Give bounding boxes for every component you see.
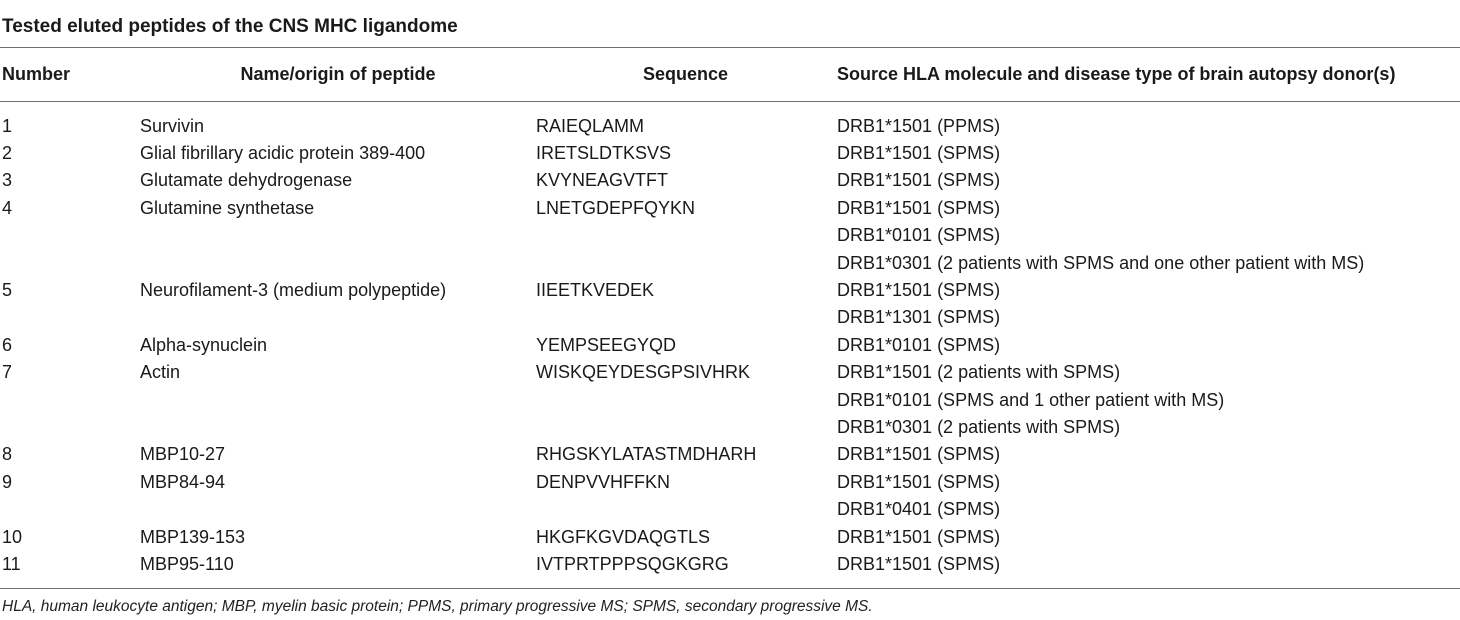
- cell-number: [0, 413, 140, 440]
- cell-sequence: IRETSLDTKSVS: [536, 143, 672, 164]
- table-row: [0, 523, 1460, 550]
- table-title: Tested eluted peptides of the CNS MHC ligandome: [2, 16, 458, 37]
- cell-number: 11: [2, 553, 21, 574]
- cell-sequence: [536, 249, 835, 276]
- cell-sequence: [536, 495, 835, 522]
- cell-source: DRB1*1501 (SPMS): [837, 280, 1001, 301]
- cell-number: 1: [2, 115, 13, 136]
- cell-number: 2: [2, 143, 13, 164]
- cell-number: 3: [2, 170, 13, 191]
- header-number: Number: [2, 64, 71, 84]
- cell-number: [0, 249, 140, 276]
- cell-source: DRB1*0101 (SPMS): [837, 334, 1001, 355]
- cell-name: Alpha-synuclein: [140, 334, 268, 355]
- cell-name: MBP139-153: [140, 526, 246, 547]
- table-body: [0, 101, 1460, 578]
- footnote: HLA, human leukocyte antigen; MBP, myelin basic protein; PPMS, primary progressive MS; SPMS, secondary progressive MS.: [2, 598, 873, 615]
- cell-name: [140, 413, 536, 440]
- table-row: [0, 495, 1460, 522]
- cell-sequence: [536, 304, 835, 331]
- cell-number: 8: [2, 444, 13, 465]
- cell-source: DRB1*1501 (PPMS): [837, 115, 1001, 136]
- cell-sequence: [536, 386, 835, 413]
- cell-sequence: WISKQEYDESGPSIVHRK: [536, 362, 751, 383]
- cell-sequence: KVYNEAGVTFT: [536, 170, 669, 191]
- cell-source: DRB1*0401 (SPMS): [837, 499, 1001, 520]
- table-row: [0, 468, 1460, 495]
- cell-name: Glial fibrillary acidic protein 389-400: [140, 143, 426, 164]
- cell-sequence: YEMPSEEGYQD: [536, 334, 677, 355]
- table-row: [0, 413, 1460, 440]
- cell-sequence: IVTPRTPPPSQGKGRG: [536, 553, 729, 574]
- peptide-table: [0, 48, 1460, 578]
- cell-number: [0, 495, 140, 522]
- cell-number: [0, 386, 140, 413]
- header-name: Name/origin of peptide: [240, 64, 436, 84]
- table-row: [0, 331, 1460, 358]
- cell-name: MBP84-94: [140, 471, 226, 492]
- cell-name: [140, 249, 536, 276]
- cell-source: DRB1*1501 (SPMS): [837, 444, 1001, 465]
- table-row: [0, 304, 1460, 331]
- cell-sequence: RAIEQLAMM: [536, 115, 645, 136]
- table-row: [0, 386, 1460, 413]
- table-row: [0, 441, 1460, 468]
- cell-name: [140, 495, 536, 522]
- cell-source: DRB1*0101 (SPMS and 1 other patient with MS): [837, 389, 1225, 410]
- table-row: [0, 139, 1460, 166]
- cell-number: 5: [2, 280, 13, 301]
- cell-source: DRB1*0301 (2 patients with SPMS and one other patient with MS): [837, 252, 1365, 273]
- bottom-rule: [0, 588, 1460, 589]
- cell-source: DRB1*1301 (SPMS): [837, 307, 1001, 328]
- table-row: [0, 194, 1460, 221]
- table-row: [0, 550, 1460, 577]
- cell-sequence: RHGSKYLATASTMDHARH: [536, 444, 757, 465]
- table-row: [0, 101, 1460, 139]
- cell-source: DRB1*1501 (SPMS): [837, 143, 1001, 164]
- table-row: [0, 222, 1460, 249]
- cell-source: DRB1*0101 (SPMS): [837, 225, 1001, 246]
- cell-number: [0, 304, 140, 331]
- cell-number: 4: [2, 197, 13, 218]
- cell-name: MBP10-27: [140, 444, 226, 465]
- cell-name: [140, 304, 536, 331]
- cell-sequence: LNETGDEPFQYKN: [536, 197, 696, 218]
- cell-sequence: DENPVVHFFKN: [536, 471, 671, 492]
- cell-number: 6: [2, 334, 13, 355]
- table-row: [0, 167, 1460, 194]
- cell-source: DRB1*1501 (SPMS): [837, 170, 1001, 191]
- cell-sequence: HKGFKGVDAQGTLS: [536, 526, 711, 547]
- cell-source: DRB1*1501 (SPMS): [837, 197, 1001, 218]
- cell-number: [0, 222, 140, 249]
- cell-name: [140, 222, 536, 249]
- cell-name: MBP95-110: [140, 553, 234, 574]
- table-row: [0, 359, 1460, 386]
- table-row: [0, 249, 1460, 276]
- header-row: [0, 48, 1460, 101]
- cell-name: Survivin: [140, 115, 205, 136]
- cell-source: DRB1*1501 (2 patients with SPMS): [837, 362, 1121, 383]
- header-sequence: Sequence: [642, 64, 729, 84]
- cell-source: DRB1*1501 (SPMS): [837, 553, 1001, 574]
- table-row: [0, 276, 1460, 303]
- cell-sequence: IIEETKVEDEK: [536, 280, 655, 301]
- cell-source: DRB1*0301 (2 patients with SPMS): [837, 416, 1121, 437]
- cell-name: Glutamate dehydrogenase: [140, 170, 353, 191]
- cell-name: Actin: [140, 362, 181, 383]
- cell-name: Glutamine synthetase: [140, 197, 315, 218]
- cell-sequence: [536, 413, 835, 440]
- header-source: Source HLA molecule and disease type of brain autopsy donor(s): [837, 64, 1396, 84]
- cell-sequence: [536, 222, 835, 249]
- cell-number: 7: [2, 362, 13, 383]
- cell-number: 10: [2, 526, 23, 547]
- cell-number: 9: [2, 471, 13, 492]
- cell-source: DRB1*1501 (SPMS): [837, 471, 1001, 492]
- cell-source: DRB1*1501 (SPMS): [837, 526, 1001, 547]
- cell-name: [140, 386, 536, 413]
- cell-name: Neurofilament-3 (medium polypeptide): [140, 280, 447, 301]
